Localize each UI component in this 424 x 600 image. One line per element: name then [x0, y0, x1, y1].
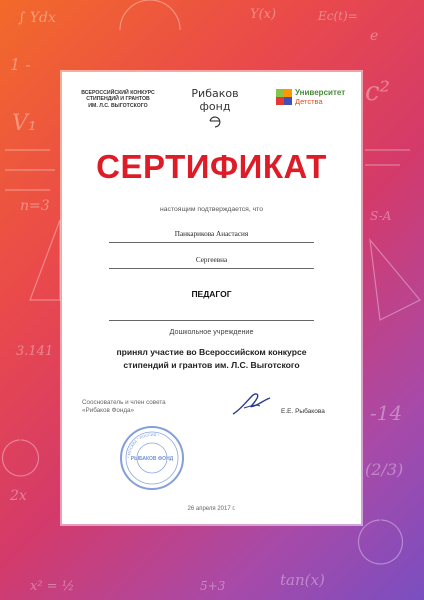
- organizer-line: ИМ. Л.С. ВЫГОТСКОГО: [88, 102, 148, 109]
- name-underline: [109, 242, 314, 243]
- university-logo: [275, 86, 347, 108]
- signer-name: Е.Е. Рыбакова: [281, 408, 325, 415]
- organizer-block: [78, 90, 158, 109]
- svg-text:5+3: 5+3: [200, 579, 226, 593]
- organizer-line: СТИПЕНДИЙ И ГРАНТОВ: [86, 96, 150, 103]
- signer-role: [82, 399, 166, 415]
- svg-text:x² = ½: x² = ½: [30, 579, 75, 594]
- recipient-name: Панкарикова Анастасия: [174, 230, 249, 238]
- svg-text:V₁: V₁: [12, 111, 37, 136]
- rybakov-logo: [175, 87, 255, 129]
- signer-role-line1: Сооснователь и член совета: [82, 399, 166, 406]
- organizer-line: ВСЕРОССИЙСКИЙ КОНКУРС: [81, 90, 155, 96]
- rybakov-symbol-icon: [207, 115, 223, 129]
- svg-text:2x: 2x: [10, 488, 27, 504]
- svg-text:1 -: 1 -: [10, 55, 31, 74]
- signer-role-line2: «Рибаков Фонда»: [82, 407, 135, 414]
- university-logo-line1: Университет: [295, 88, 346, 97]
- patronymic-underline: [109, 268, 314, 269]
- handwritten-signature: [230, 390, 274, 418]
- svg-text:n=3: n=3: [20, 198, 50, 214]
- stamp-center-text: РЫБАКОВ ФОНД: [130, 456, 174, 462]
- svg-text:c²: c²: [365, 77, 390, 107]
- svg-text:tan(x): tan(x): [280, 571, 325, 589]
- certificate-title: СЕРТИФИКАТ: [96, 148, 327, 185]
- svg-text:(2/3): (2/3): [365, 460, 404, 479]
- issue-date: 26 апреля 2017 г.: [187, 506, 236, 512]
- certificate-subtitle: настоящим подтверждается, что: [160, 206, 263, 213]
- brand-name: Рибаков фонд: [191, 87, 239, 113]
- svg-text:Ec(t)=: Ec(t)=: [318, 9, 358, 23]
- recipient-role: ПЕДАГОГ: [191, 289, 232, 299]
- svg-text:S-A: S-A: [370, 209, 392, 223]
- svg-text:∫ Ydx: ∫ Ydx: [18, 10, 56, 26]
- university-logo-line2: Детства: [295, 97, 323, 106]
- svg-text:e: e: [370, 28, 379, 44]
- recipient-patronymic: Сергеевна: [195, 256, 228, 264]
- svg-text:Y(x): Y(x): [250, 7, 277, 22]
- role-underline: [109, 320, 314, 321]
- certificate-sheet: [62, 72, 361, 524]
- svg-text:3.141: 3.141: [16, 344, 54, 359]
- participation-text-line1: принял участие во Всероссийском конкурсе: [116, 347, 307, 357]
- institution-type: Дошкольное учреждение: [169, 327, 254, 336]
- participation-text-line2: стипендий и грантов им. Л.С. Выготского: [123, 360, 300, 370]
- official-stamp: [118, 424, 186, 492]
- stamp-ring-text: * МОСКВА * РОССИЯ *: [126, 432, 160, 459]
- svg-text:-14: -14: [370, 401, 403, 425]
- university-logo-icon: [275, 88, 293, 106]
